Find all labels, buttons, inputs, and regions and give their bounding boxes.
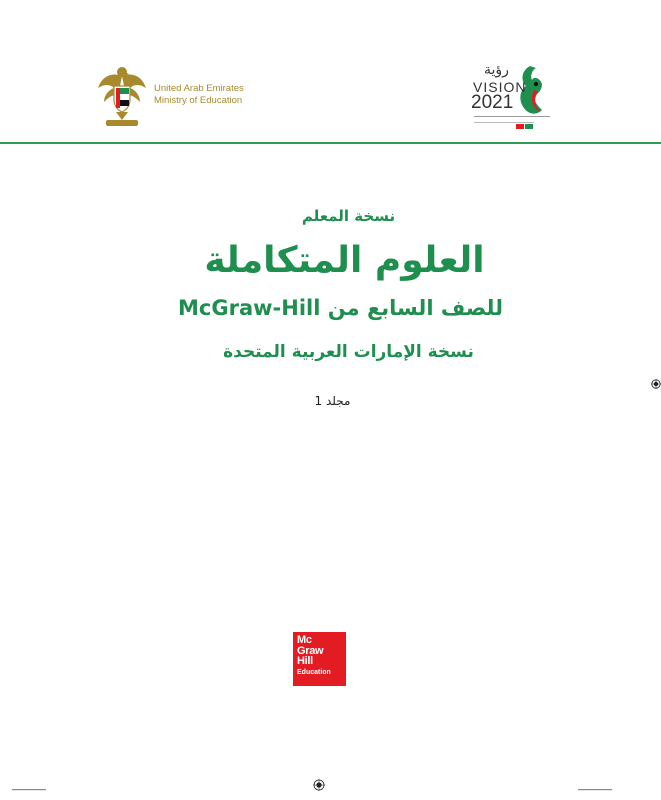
teacher-edition-label: نسخة المعلم	[301, 207, 396, 225]
mcgraw-hill-logo	[293, 632, 346, 686]
book-subtitle: للصف السابع من McGraw-Hill	[178, 296, 503, 320]
logo-line-education: Education	[297, 668, 331, 676]
header-divider	[0, 142, 661, 144]
uae-falcon-emblem-icon	[96, 62, 148, 128]
volume-label: مجلد 1	[314, 394, 351, 408]
ministry-name	[154, 83, 244, 107]
vision-arabic-word: رؤية	[484, 62, 509, 78]
logo-line-hill: Hill	[297, 655, 313, 667]
logo-line-mc: Mc	[297, 634, 312, 646]
ministry-header	[96, 62, 244, 128]
edition-label: نسخة الإمارات العربية المتحدة	[223, 342, 474, 362]
logo-line-graw: Graw	[297, 644, 324, 657]
vision-year: 2021	[471, 92, 514, 113]
ministry-title: Ministry of Education	[154, 95, 243, 106]
vision-word: VISION	[473, 79, 527, 95]
book-title: العلوم المتكاملة	[204, 240, 485, 281]
registration-mark-icon	[651, 379, 661, 389]
print-slug-right	[578, 788, 618, 792]
registration-mark-icon	[313, 779, 325, 791]
print-slug-left	[12, 788, 52, 792]
country-name: United Arab Emirates	[154, 83, 244, 94]
